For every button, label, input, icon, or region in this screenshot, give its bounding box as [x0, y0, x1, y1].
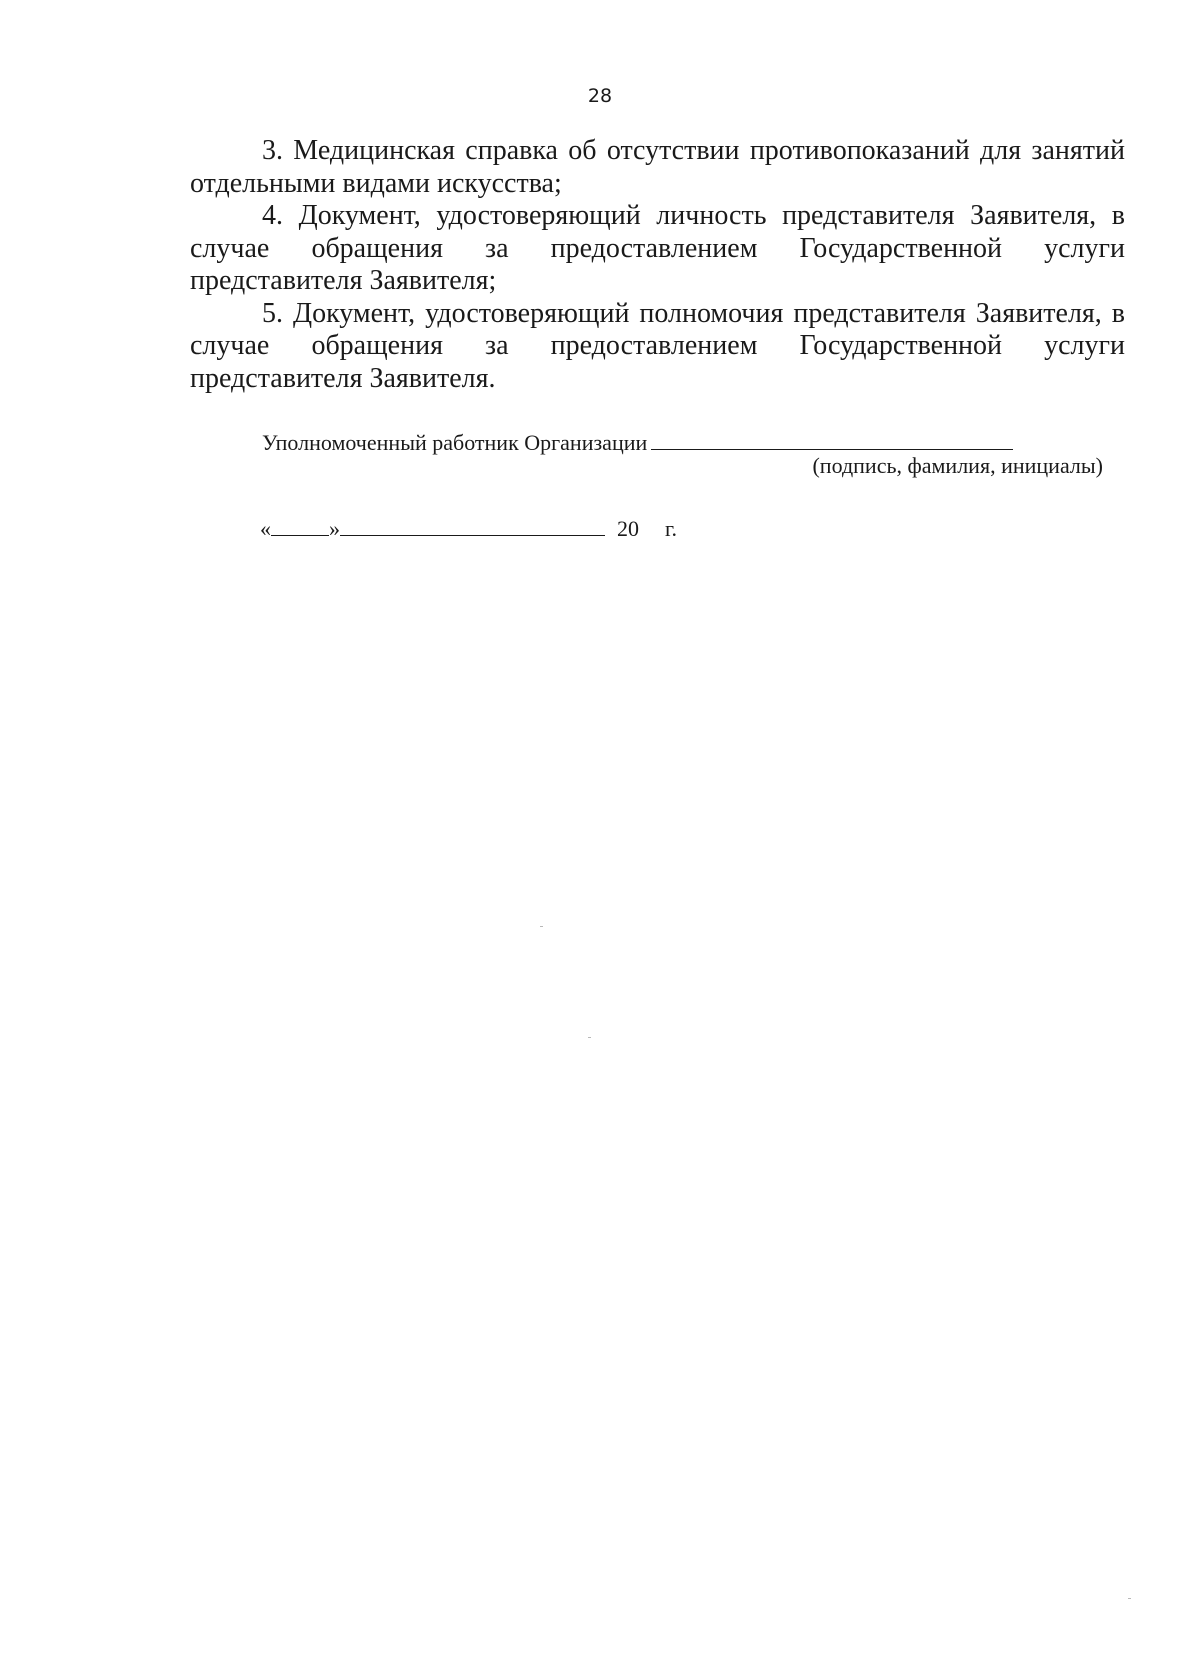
- year-suffix: г.: [665, 516, 678, 541]
- signature-caption: (подпись, фамилия, инициалы): [812, 453, 1103, 478]
- document-body: [190, 135, 1125, 395]
- day-blank: [271, 515, 329, 536]
- scan-speck: [1128, 1598, 1131, 1599]
- list-item-medical-certificate: 3. Медицинская справка об отсутствии противопоказаний для занятий отдельными видами искусства;: [190, 135, 1125, 199]
- signature-line: [651, 427, 1013, 450]
- list-item-authority-document: 5. Документ, удостоверяющий полномочия представителя Заявителя, в случае обращения за предоставлением Государственной услуги представителя Заявителя.: [190, 297, 1125, 394]
- page-number: 28: [587, 85, 613, 107]
- date-open-quote: «: [260, 516, 271, 541]
- year-prefix: 20: [617, 516, 639, 541]
- month-blank: [340, 515, 605, 536]
- scan-speck: [540, 926, 543, 927]
- list-item-identity-document: 4. Документ, удостоверяющий личность представителя Заявителя, в случае обращения за предоставлением Государственной услуги представителя Заявителя;: [190, 200, 1125, 296]
- date-line: [260, 515, 677, 543]
- scan-speck: [588, 1037, 591, 1038]
- signature-label: Уполномоченный работник Организации: [262, 430, 648, 455]
- date-close-quote: »: [329, 516, 340, 541]
